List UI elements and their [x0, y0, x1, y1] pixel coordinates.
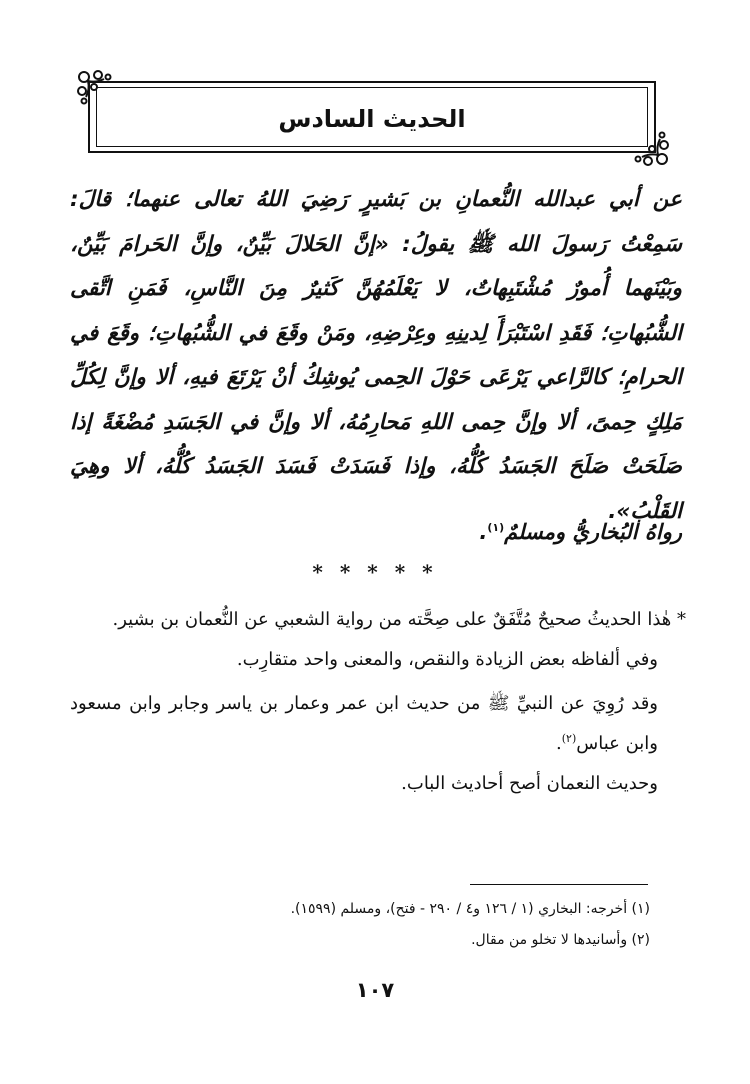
narration-line	[70, 512, 682, 552]
commentary-paragraph-2: وفي ألفاظه بعض الزيادة والنقص، والمعنى واحد متقارِب.	[236, 649, 658, 670]
footnote-divider	[470, 884, 648, 885]
commentary-paragraph-3	[70, 684, 686, 764]
commentary	[70, 600, 686, 804]
narration-text: رواهُ البُخاريُّ ومسلمٌ	[504, 520, 682, 544]
chapter-title-frame	[78, 73, 666, 159]
footnote-ref-2: (٢)	[561, 732, 577, 745]
footnote-ref-1: (١)	[487, 521, 505, 534]
footnotes	[150, 894, 650, 956]
section-separator: * * * * *	[312, 560, 438, 584]
footnote-2: (٢) وأسانيدها لا تخلو من مقال.	[471, 932, 650, 948]
narration-end: .	[479, 520, 488, 544]
commentary-paragraph-3-text: وقد رُوِيَ عن النبيِّ ﷺ من حديث ابن عمر وعمار بن ياسر وجابر وابن مسعود وابن عباس	[70, 693, 658, 754]
commentary-paragraph-3-end: .	[555, 733, 562, 754]
page-number: ١٠٧	[355, 978, 395, 1002]
chapter-title: الحديث السادس	[278, 105, 466, 133]
commentary-paragraph-1: * هٰذا الحديثُ صحيحٌ مُتَّفَقٌ على صِحَّته من رواية الشعبي عن النُّعمان بن بشير.	[112, 609, 686, 630]
commentary-paragraph-4: وحديث النعمان أصح أحاديث الباب.	[401, 773, 658, 794]
footnote-1: (١) أخرجه: البخاري (١ / ١٢٦ و٤ / ٢٩٠ - فتح)، ومسلم (١٥٩٩).	[290, 901, 650, 917]
hadith-text: عن أبي عبدالله النُّعمانِ بن بَشيرٍ رَضِيَ اللهُ تعالى عنهما؛ قالَ: سَمِعْتُ رَسولَ الله ﷺ يقولُ: «إنَّ الحَلالَ بَيِّنٌ، وإنَّ الحَرامَ بَيِّنٌ، وبَيْنَهما أُمورٌ مُشْتَبِهاتٌ، لا يَعْلَمُهُنَّ كَثيرٌ مِنَ النَّاسِ، فَمَنِ اتَّقى الشُّبُهاتِ؛ فَقَدِ اسْتَبْرَأَ لِدينِهِ وعِرْضِهِ، ومَنْ وقَعَ في الشُّبُهاتِ؛ وقَعَ في الحرامِ؛ كالرَّاعي يَرْعَى حَوْلَ الحِمى يُوشِكُ أنْ يَرْتَعَ فيهِ، ألا وإنَّ لِكُلِّ مَلِكٍ حِمىً، ألا وإنَّ حِمى اللهِ مَحارِمُهُ، ألا وإنَّ في الجَسَدِ مُضْغَةً إذا صَلَحَتْ صَلَحَ الجَسَدُ كُلُّهُ، وإذا فَسَدَتْ فَسَدَ الجَسَدُ كُلُّهُ، ألا وهِيَ القَلْبُ».	[70, 187, 682, 524]
